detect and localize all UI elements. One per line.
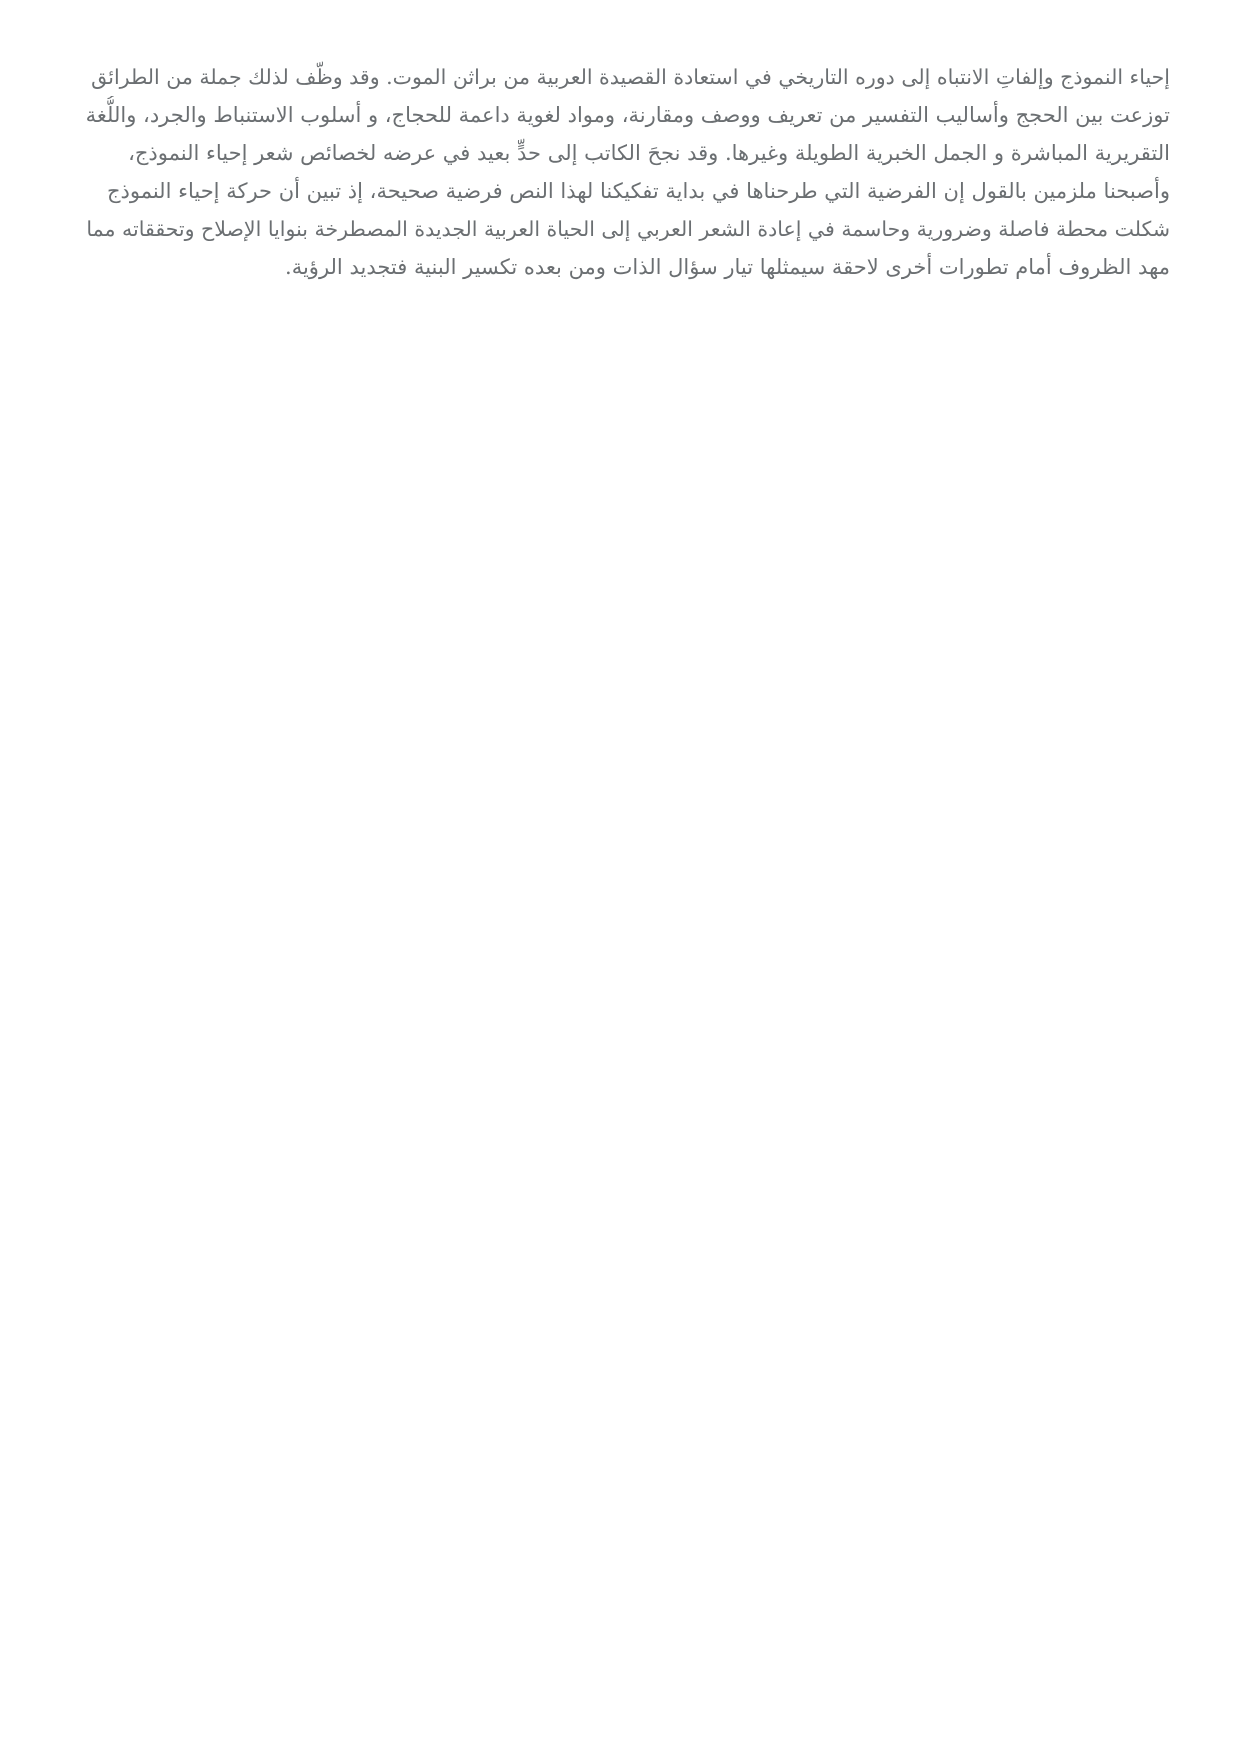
body-paragraph [70,58,1170,286]
paragraph-line: مهد الظروف أمام تطورات أخرى لاحقة سيمثلها تيار سؤال الذات ومن بعده تكسير البنية فتجديد الرؤية. [285,255,1170,279]
paragraph-line: شكلت محطة فاصلة وضرورية وحاسمة في إعادة الشعر العربي إلى الحياة العربية الجديدة المصطرخة بنوايا الإصلاح وتحققاته مما [86,217,1170,241]
paragraph-line: إحياء النموذج وإلفاتِ الانتباه إلى دوره التاريخي في استعادة القصيدة العربية من براثن الموت. وقد وظّف لذلك جملة من الطرائق [91,65,1170,89]
paragraph-line: توزعت بين الحجج وأساليب التفسير من تعريف ووصف ومقارنة، ومواد لغوية داعمة للحجاج، و أسلوب الاستنباط والجرد، واللُّغة [85,103,1170,127]
paragraph-line: التقريرية المباشرة و الجمل الخبرية الطويلة وغيرها. وقد نجحَ الكاتب إلى حدٍّ بعيد في عرضه لخصائص شعر إحياء النموذج، [128,141,1170,165]
paragraph-line: وأصبحنا ملزمين بالقول إن الفرضية التي طرحناها في بداية تفكيكنا لهذا النص فرضية صحيحة، إذ تبين أن حركة إحياء النموذج [106,179,1170,203]
